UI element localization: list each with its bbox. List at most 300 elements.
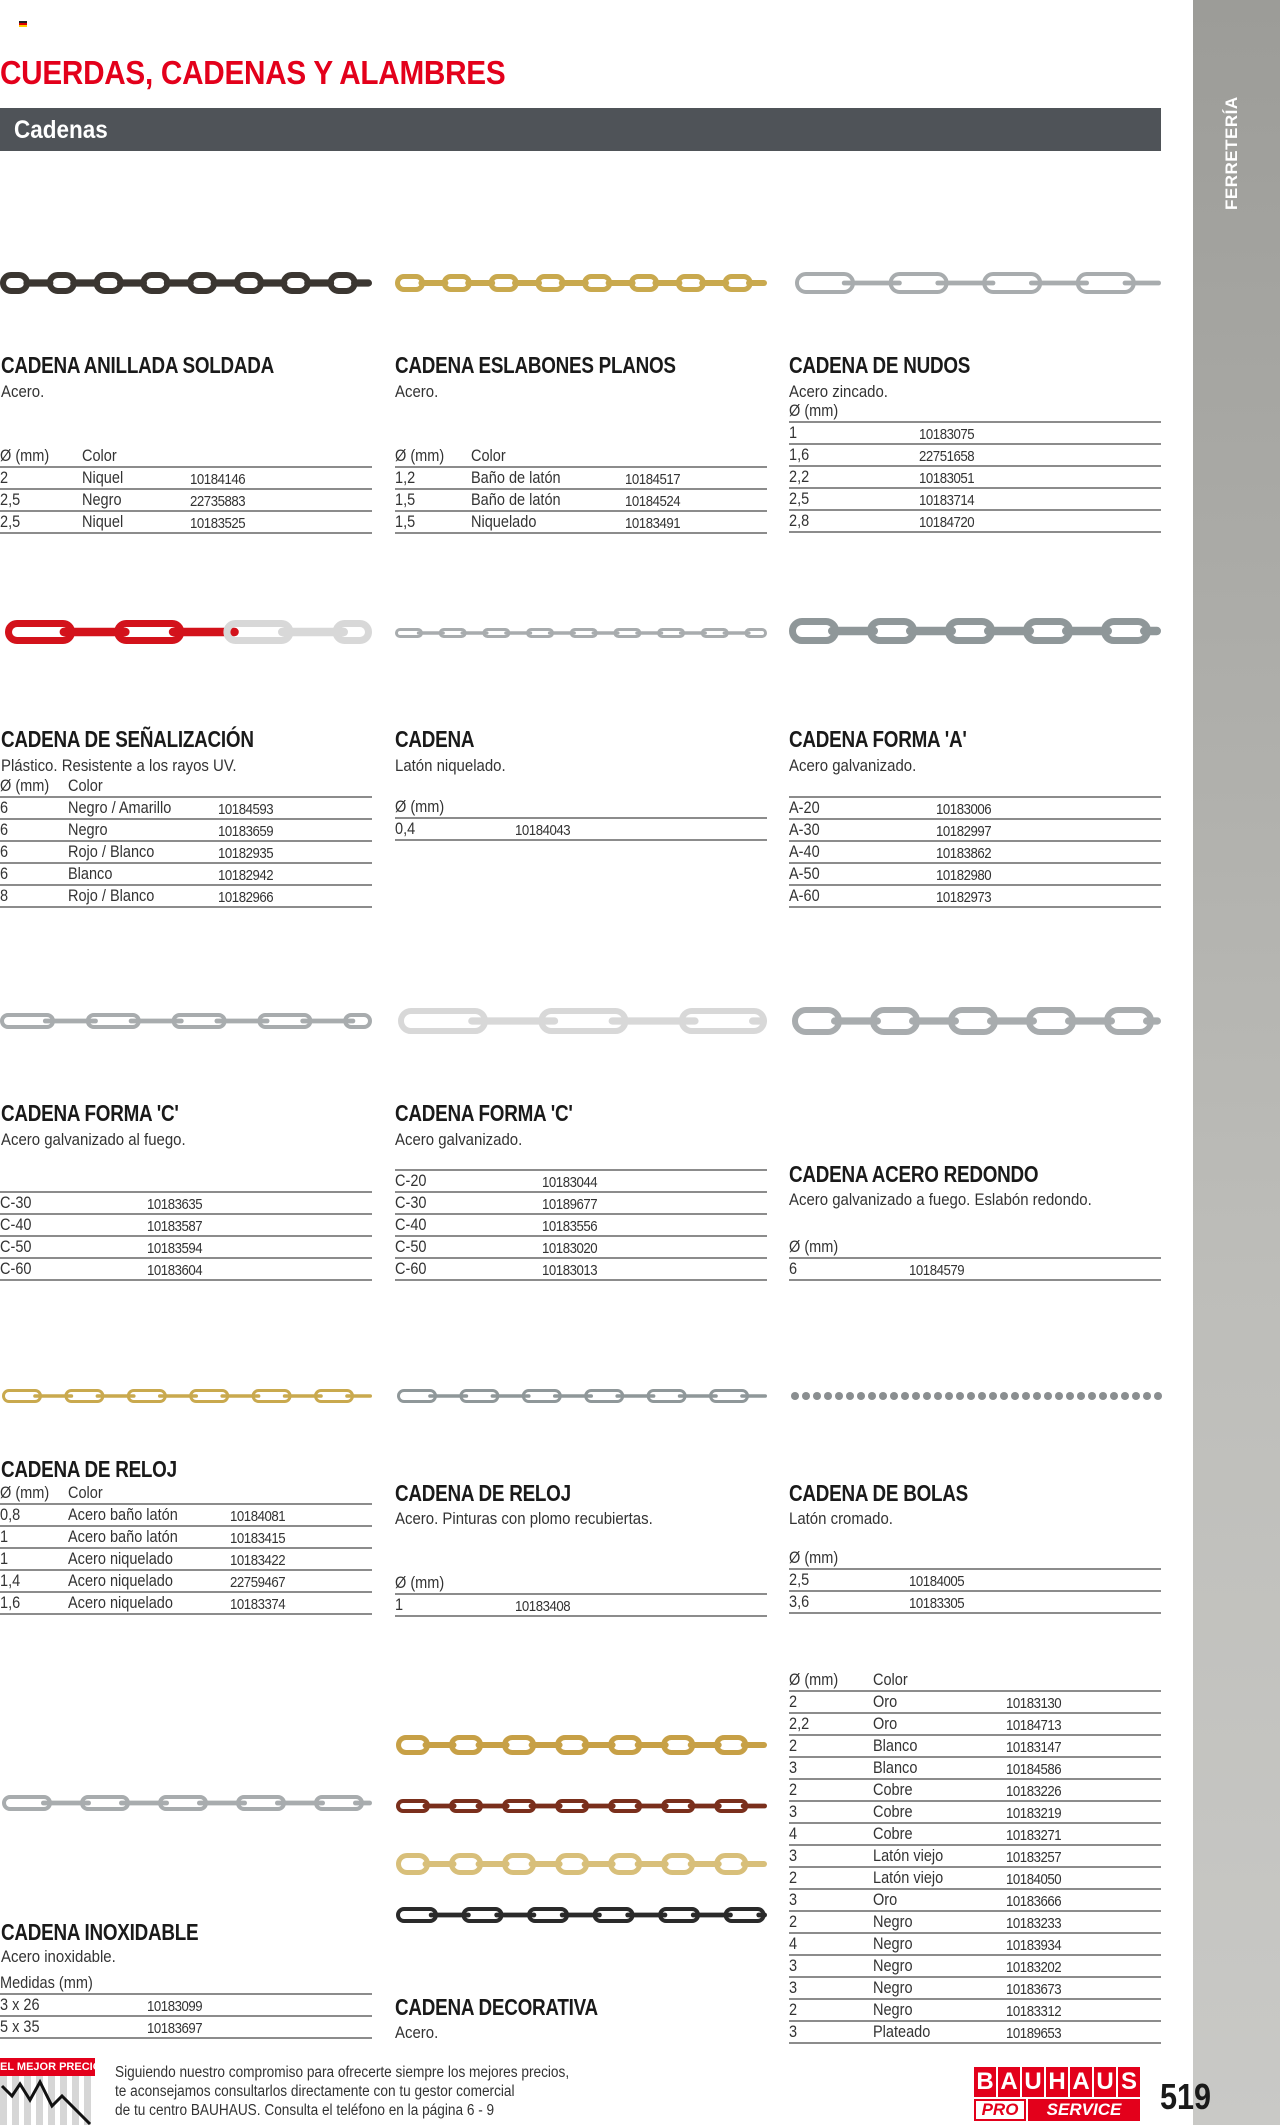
article-number: 10183659 — [218, 823, 274, 840]
table-header — [789, 1548, 1161, 1570]
chain-link — [749, 1017, 767, 1024]
chain-image-forma-c1 — [0, 1013, 372, 1029]
chain-ball — [934, 1392, 942, 1400]
article-number: 10183099 — [147, 1998, 203, 2015]
article-number: 10184146 — [190, 471, 246, 488]
footer-note-line: Siguiendo nuestro compromiso para ofrecerte siempre los mejores precios, — [115, 2064, 570, 2081]
article-number: 22759467 — [230, 1574, 286, 1591]
table-cell: Ø (mm) — [395, 798, 445, 816]
chain-image-decorativa-oro — [396, 1735, 767, 1755]
table-row — [789, 1846, 1161, 1868]
table-cell: 1,4 — [0, 1572, 21, 1590]
chain-link — [935, 281, 995, 286]
table-row — [0, 1995, 372, 2017]
chain-ball — [1055, 1392, 1063, 1400]
product-heading: CADENA DE NUDOS — [789, 352, 971, 378]
table-cell: C-40 — [395, 1216, 427, 1234]
table-cell: 3 — [789, 1979, 798, 1997]
table-cell: Acero niquelado — [68, 1594, 173, 1612]
product-heading: CADENA DE SEÑALIZACIÓN — [1, 726, 254, 752]
article-number: 10183202 — [1006, 1959, 1062, 1976]
article-number: 22735883 — [190, 493, 246, 510]
table-cell: 3 — [789, 1759, 798, 1777]
chain-ball — [978, 1392, 986, 1400]
flag-icon — [19, 21, 27, 27]
footer-note-line: de tu centro BAUHAUS. Consulta el teléfono en la página 6 - 9 — [115, 2102, 495, 2119]
chain-ball — [879, 1392, 887, 1400]
chain-link — [1123, 281, 1161, 286]
product-heading: CADENA ACERO REDONDO — [789, 1161, 1039, 1187]
table-cell: 2 — [789, 1913, 798, 1931]
table-cell: C-30 — [395, 1194, 427, 1212]
table-row — [0, 512, 372, 534]
article-number: 10183013 — [542, 1262, 598, 1279]
table-cell: 1 — [395, 1596, 404, 1614]
table-row — [789, 798, 1161, 820]
table-cell: Negro — [68, 821, 108, 839]
article-number: 10184593 — [218, 801, 274, 818]
table-cell: Cobre — [873, 1825, 913, 1843]
logo-letter: S — [1118, 2067, 1140, 2097]
chain-ball — [923, 1392, 931, 1400]
table-row — [395, 512, 767, 534]
article-number: 10189653 — [1006, 2025, 1062, 2042]
table-row — [789, 511, 1161, 533]
table-row — [789, 1890, 1161, 1912]
table-cell: Acero niquelado — [68, 1572, 173, 1590]
table-cell: 1 — [789, 424, 798, 442]
table-row — [0, 1259, 372, 1281]
chain-image-cadena — [395, 628, 767, 638]
chain-ball — [1044, 1392, 1052, 1400]
product-table — [0, 776, 372, 908]
article-number: 10183374 — [230, 1596, 286, 1613]
product-table — [789, 1548, 1161, 1614]
table-row — [0, 820, 372, 842]
article-number: 10183666 — [1006, 1893, 1062, 1910]
table-cell: 6 — [0, 799, 9, 817]
price-drop-icon — [0, 2076, 95, 2125]
table-row — [0, 1193, 372, 1215]
article-number: 10183862 — [936, 845, 992, 862]
table-cell: C-60 — [0, 1260, 32, 1278]
chain-image-decorativa-cobre — [396, 1799, 767, 1813]
chain-link — [353, 1801, 372, 1806]
table-cell: Acero baño latón — [68, 1528, 178, 1546]
chain-ball — [1154, 1392, 1162, 1400]
side-tab-label: FERRETERÍA — [1222, 96, 1241, 210]
article-number: 10182942 — [218, 867, 274, 884]
logo-letter: B — [974, 2067, 996, 2097]
table-cell: 1 — [0, 1528, 9, 1546]
table-cell: Ø (mm) — [789, 402, 839, 420]
chain-link — [741, 1742, 767, 1748]
table-row — [789, 1758, 1161, 1780]
chain-ball — [1110, 1392, 1118, 1400]
table-row — [789, 489, 1161, 511]
product-table — [395, 446, 767, 534]
table-row — [395, 1215, 767, 1237]
table-cell: 3,6 — [789, 1593, 810, 1611]
table-cell: Plateado — [873, 2023, 931, 2041]
product-heading: CADENA DECORATIVA — [395, 1994, 598, 2020]
article-number: 10183556 — [542, 1218, 598, 1235]
chain-link — [740, 1394, 767, 1398]
table-row — [789, 1934, 1161, 1956]
table-row — [395, 1193, 767, 1215]
table-cell: Color — [82, 447, 117, 465]
article-number: 10183525 — [190, 515, 246, 532]
table-cell: Blanco — [68, 865, 113, 883]
chain-ball — [890, 1392, 898, 1400]
table-cell: 4 — [789, 1935, 798, 1953]
product-heading: CADENA FORMA 'C' — [395, 1100, 573, 1126]
table-cell: Color — [873, 1671, 908, 1689]
article-number: 10183147 — [1006, 1739, 1062, 1756]
article-number: 10183257 — [1006, 1849, 1062, 1866]
chain-ball — [824, 1392, 832, 1400]
table-row — [789, 1912, 1161, 1934]
table-row — [789, 1824, 1161, 1846]
table-header — [395, 797, 767, 819]
article-number: 10189677 — [542, 1196, 598, 1213]
product-description: Plástico. Resistente a los rayos UV. — [1, 756, 237, 775]
chain-ball — [791, 1392, 799, 1400]
table-cell: Oro — [873, 1715, 898, 1733]
table-row — [0, 842, 372, 864]
table-cell: Ø (mm) — [789, 1238, 839, 1256]
table-row — [0, 468, 372, 490]
table-cell: Ø (mm) — [0, 1484, 50, 1502]
table-cell: Cobre — [873, 1781, 913, 1799]
chain-link — [741, 1861, 767, 1867]
section-title: Cadenas — [14, 116, 108, 144]
table-row — [395, 468, 767, 490]
table-header — [789, 1670, 1161, 1692]
article-number: 10183635 — [147, 1196, 203, 1213]
table-cell: 3 — [789, 1891, 798, 1909]
chain-image-reloj1 — [2, 1389, 372, 1403]
table-cell: Blanco — [873, 1759, 918, 1777]
table-cell: Color — [471, 447, 506, 465]
article-number: 10183934 — [1006, 1937, 1062, 1954]
article-number: 10183312 — [1006, 2003, 1062, 2020]
product-heading: CADENA — [395, 726, 475, 752]
article-number: 10184005 — [909, 1573, 965, 1590]
article-number: 10183006 — [936, 801, 992, 818]
chain-image-senalizacion — [5, 620, 372, 644]
table-row — [0, 1549, 372, 1571]
table-row — [789, 2022, 1161, 2044]
chain-ball — [1000, 1392, 1008, 1400]
table-row — [0, 1593, 372, 1615]
chain-ball — [1132, 1392, 1140, 1400]
table-cell: 6 — [789, 1260, 798, 1278]
chain-link — [741, 1804, 767, 1809]
product-table — [0, 1973, 372, 2039]
product-table — [395, 1169, 767, 1281]
chain-ball — [868, 1392, 876, 1400]
article-number: 10183491 — [625, 515, 681, 532]
table-row — [789, 467, 1161, 489]
table-cell: A-20 — [789, 799, 820, 817]
table-cell: Cobre — [873, 1803, 913, 1821]
table-row — [0, 886, 372, 908]
best-price-badge — [0, 2058, 102, 2125]
article-number: 10183271 — [1006, 1827, 1062, 1844]
chain-ball — [1099, 1392, 1107, 1400]
table-row — [0, 1215, 372, 1237]
table-row — [395, 1259, 767, 1281]
chain-image-forma-a — [789, 618, 1161, 644]
table-row — [0, 1527, 372, 1549]
table-cell: 0,8 — [0, 1506, 21, 1524]
page-number: 519 — [1160, 2076, 1212, 2117]
logo-letter: A — [1070, 2067, 1092, 2097]
table-cell: Ø (mm) — [0, 447, 50, 465]
chain-image-bolas — [791, 1392, 1161, 1400]
chain-image-redondo — [792, 1007, 1161, 1035]
table-row — [789, 445, 1161, 467]
table-cell: Acero niquelado — [68, 1550, 173, 1568]
table-cell: 3 — [789, 1957, 798, 1975]
table-cell: 2 — [789, 1869, 798, 1887]
footer-note-line: te aconsejamos consultarlos directamente con tu gestor comercial — [115, 2083, 515, 2100]
table-cell: 1,5 — [395, 513, 416, 531]
table-cell: Negro — [873, 1957, 913, 1975]
article-number: 10183673 — [1006, 1981, 1062, 1998]
chain-image-nudos — [795, 272, 1161, 294]
article-number: 10183051 — [919, 470, 975, 487]
product-description: Acero galvanizado. — [395, 1130, 523, 1149]
table-cell: 0,4 — [395, 820, 416, 838]
table-cell: Negro — [873, 2001, 913, 2019]
article-number: 10183020 — [542, 1240, 598, 1257]
product-heading: CADENA ANILLADA SOLDADA — [1, 352, 275, 378]
table-cell: C-20 — [395, 1172, 427, 1190]
table-row — [0, 1571, 372, 1593]
chain-link — [351, 279, 372, 286]
table-cell: 3 — [789, 2023, 798, 2041]
product-description: Acero. — [395, 382, 439, 401]
table-cell: 2 — [789, 1693, 798, 1711]
article-number: 10183075 — [919, 426, 975, 443]
table-header — [0, 1483, 372, 1505]
product-description: Acero inoxidable. — [1, 1947, 116, 1966]
chain-link — [1143, 1017, 1161, 1024]
table-cell: 3 x 26 — [0, 1996, 40, 2014]
table-cell: Color — [68, 1484, 103, 1502]
table-row — [0, 490, 372, 512]
table-cell: Niquelado — [471, 513, 537, 531]
table-cell: 1,6 — [789, 446, 810, 464]
logo-service: SERVICE — [1028, 2099, 1140, 2121]
product-heading: CADENA DE RELOJ — [395, 1480, 571, 1506]
table-header — [789, 1237, 1161, 1259]
table-cell: 4 — [789, 1825, 798, 1843]
table-cell: 5 x 35 — [0, 2018, 40, 2036]
chain-image-forma-c2 — [398, 1008, 767, 1034]
product-table — [0, 446, 372, 534]
table-cell: 2,5 — [789, 1571, 810, 1589]
article-number: 10184524 — [625, 493, 681, 510]
chain-ball — [912, 1392, 920, 1400]
table-row — [0, 864, 372, 886]
table-header — [395, 1573, 767, 1595]
table-header — [0, 1973, 372, 1995]
table-cell: Niquel — [82, 469, 124, 487]
table-row — [395, 1237, 767, 1259]
table-row — [789, 2000, 1161, 2022]
table-row — [789, 886, 1161, 908]
table-cell: Latón viejo — [873, 1847, 944, 1865]
table-cell: Ø (mm) — [0, 777, 50, 795]
table-cell: Baño de latón — [471, 469, 561, 487]
table-row — [789, 1259, 1161, 1281]
table-row — [789, 423, 1161, 445]
table-row — [395, 1595, 767, 1617]
article-number: 10183415 — [230, 1530, 286, 1547]
table-cell: Negro — [873, 1913, 913, 1931]
chain-link — [746, 280, 767, 286]
table-row — [789, 1714, 1161, 1736]
table-cell: Color — [68, 777, 103, 795]
table-row — [789, 1780, 1161, 1802]
chain-ball — [857, 1392, 865, 1400]
table-cell: A-60 — [789, 887, 820, 905]
article-number: 10183594 — [147, 1240, 203, 1257]
table-cell: Niquel — [82, 513, 124, 531]
table-cell: 6 — [0, 865, 9, 883]
article-number: 10183587 — [147, 1218, 203, 1235]
table-cell: Negro — [82, 491, 122, 509]
product-description: Acero zincado. — [789, 382, 888, 401]
table-cell: Oro — [873, 1891, 898, 1909]
table-row — [789, 1570, 1161, 1592]
article-number: 10184713 — [1006, 1717, 1062, 1734]
best-price-badge-label: EL MEJOR PRECIO — [0, 2058, 95, 2076]
table-cell: 2,8 — [789, 512, 810, 530]
article-number: 10182997 — [936, 823, 992, 840]
product-table — [0, 1483, 372, 1615]
product-description: Latón niquelado. — [395, 756, 506, 775]
table-cell: 2 — [789, 1781, 798, 1799]
table-cell: 3 — [789, 1847, 798, 1865]
table-header — [395, 446, 767, 468]
chain-ball — [956, 1392, 964, 1400]
article-number: 10182973 — [936, 889, 992, 906]
chain-link — [842, 281, 902, 286]
article-number: 10184081 — [230, 1508, 286, 1525]
product-table — [789, 1237, 1161, 1281]
table-cell: 6 — [0, 843, 9, 861]
chain-ball — [989, 1392, 997, 1400]
logo-letter: U — [1094, 2067, 1116, 2097]
table-cell: 3 — [789, 1803, 798, 1821]
table-row — [789, 1956, 1161, 1978]
table-row — [395, 819, 767, 841]
chain-ball — [1022, 1392, 1030, 1400]
table-cell: Rojo / Blanco — [68, 843, 155, 861]
article-number: 22751658 — [919, 448, 975, 465]
table-cell: Latón viejo — [873, 1869, 944, 1887]
article-number: 10182935 — [218, 845, 274, 862]
chain-ball — [802, 1392, 810, 1400]
table-cell: Ø (mm) — [789, 1549, 839, 1567]
product-table — [789, 796, 1161, 908]
table-cell: A-50 — [789, 865, 820, 883]
table-cell: C-50 — [395, 1238, 427, 1256]
table-row — [789, 1592, 1161, 1614]
table-cell: 2 — [789, 2001, 798, 2019]
bauhaus-pro-service-logo — [974, 2067, 1140, 2121]
article-number: 10184043 — [515, 822, 571, 839]
table-cell: 2,5 — [0, 491, 21, 509]
table-row — [789, 1978, 1161, 2000]
article-number: 10184517 — [625, 471, 681, 488]
table-cell: 1,5 — [395, 491, 416, 509]
table-cell: Negro / Amarillo — [68, 799, 172, 817]
table-cell: 2 — [0, 469, 9, 487]
chain-link — [1140, 627, 1161, 635]
table-cell: 2 — [789, 1737, 798, 1755]
chain-ball — [835, 1392, 843, 1400]
table-cell: Oro — [873, 1693, 898, 1711]
product-description: Acero galvanizado a fuego. Eslabón redondo. — [789, 1190, 1092, 1209]
table-cell: 8 — [0, 887, 9, 905]
table-header — [0, 446, 372, 468]
article-number: 10183305 — [909, 1595, 965, 1612]
section-header — [0, 108, 1161, 151]
product-heading: CADENA DE BOLAS — [789, 1480, 968, 1506]
article-number: 10184579 — [909, 1262, 965, 1279]
chain-ball — [1033, 1392, 1041, 1400]
footer-note — [115, 2063, 569, 2120]
table-row — [789, 820, 1161, 842]
article-number: 10183697 — [147, 2020, 203, 2037]
chain-image-eslabones — [395, 274, 767, 292]
table-cell: 1 — [0, 1550, 9, 1568]
table-cell: Rojo / Blanco — [68, 887, 155, 905]
logo-letter: A — [998, 2067, 1020, 2097]
table-cell: 2,2 — [789, 468, 810, 486]
chain-ball — [967, 1392, 975, 1400]
table-cell: 1,2 — [395, 469, 416, 487]
table-cell: C-30 — [0, 1194, 32, 1212]
article-number: 10184720 — [919, 514, 975, 531]
table-cell: C-50 — [0, 1238, 32, 1256]
table-cell: Baño de latón — [471, 491, 561, 509]
table-row — [789, 842, 1161, 864]
article-number: 10183233 — [1006, 1915, 1062, 1932]
table-cell: Ø (mm) — [395, 447, 445, 465]
table-cell: A-40 — [789, 843, 820, 861]
article-number: 10183714 — [919, 492, 975, 509]
chain-ball — [1088, 1392, 1096, 1400]
chain-image-decorativa-negro — [396, 1907, 767, 1923]
article-number: 10184586 — [1006, 1761, 1062, 1778]
chain-image-anillada — [0, 272, 372, 294]
article-number: 10182966 — [218, 889, 274, 906]
table-row — [0, 798, 372, 820]
table-cell: 2,5 — [789, 490, 810, 508]
logo-letter: U — [1022, 2067, 1044, 2097]
table-row — [0, 1237, 372, 1259]
product-table — [0, 1191, 372, 1281]
product-description: Acero. — [395, 2023, 439, 2042]
product-table — [789, 401, 1161, 533]
table-cell: Blanco — [873, 1737, 918, 1755]
